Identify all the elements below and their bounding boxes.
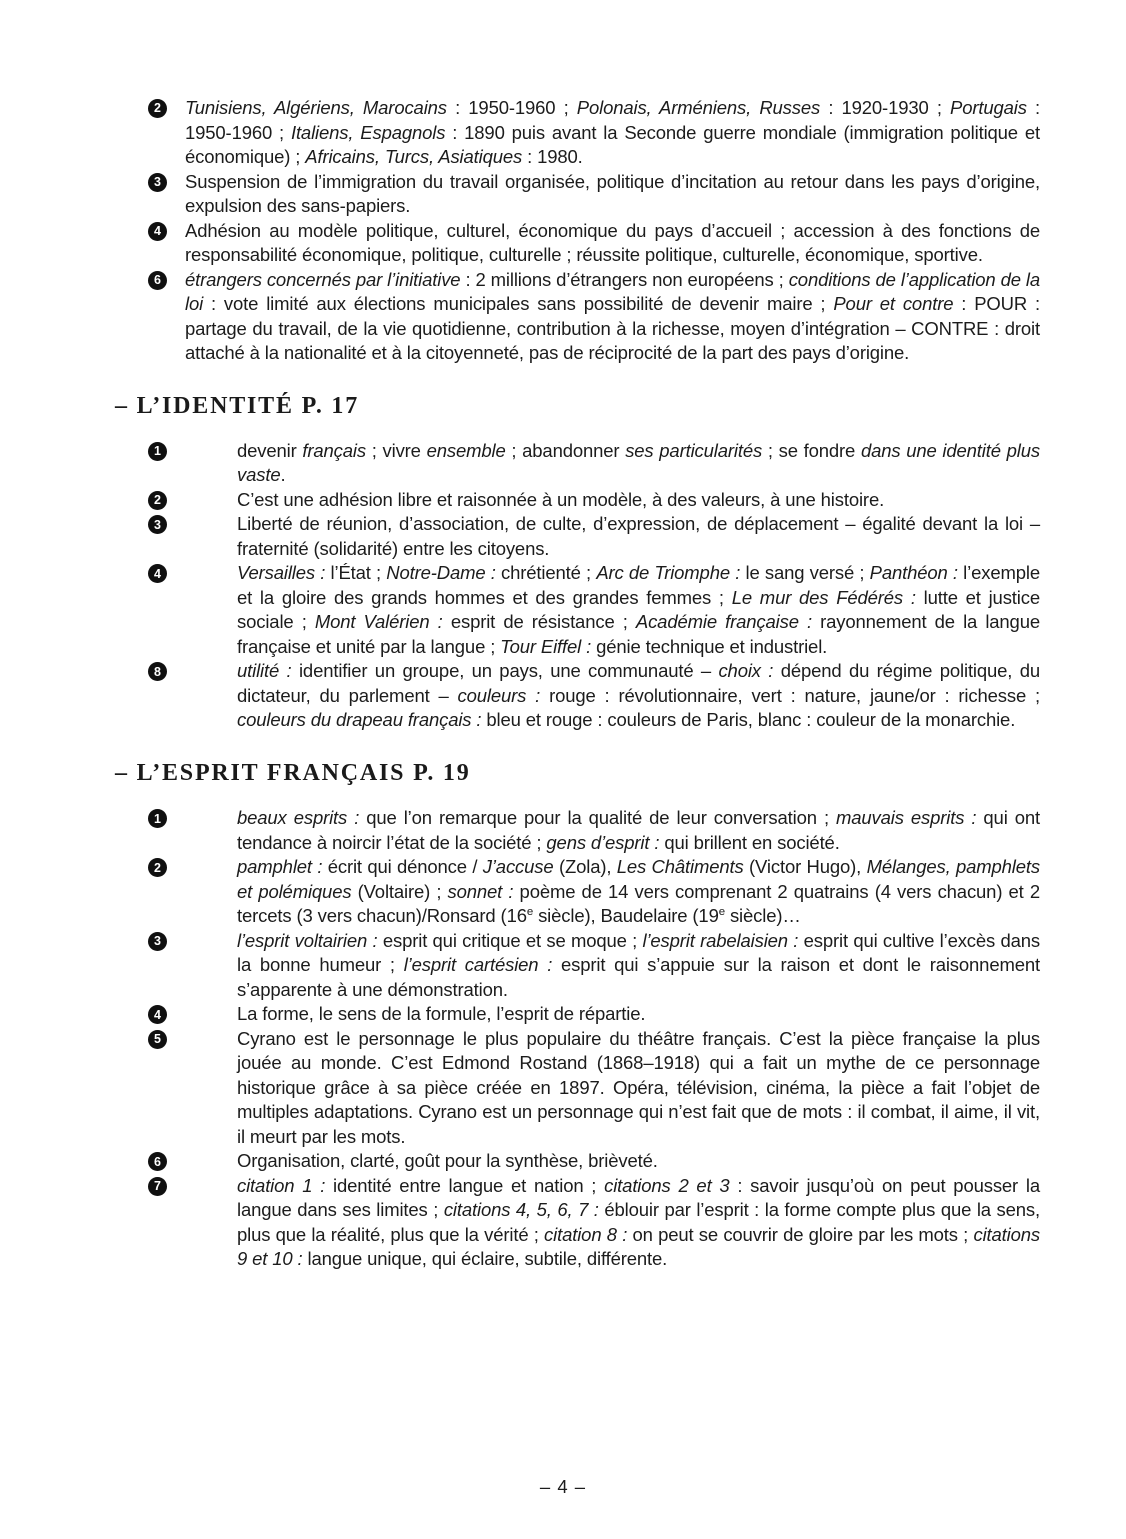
list-item xyxy=(115,219,1040,268)
list-item xyxy=(115,1002,1040,1027)
text-segment: écrit qui dénonce / xyxy=(322,856,483,878)
item-number-badge: 2 xyxy=(148,99,167,118)
text-segment: dans une identité plus vaste xyxy=(237,439,1040,486)
item-text xyxy=(185,269,1040,364)
text-segment: mauvais esprits : xyxy=(835,807,977,829)
text-segment: couleurs du drapeau français : xyxy=(237,709,482,731)
text-segment: l’esprit rabelaisien : xyxy=(642,929,799,951)
text-segment: : 1920-1930 ; xyxy=(820,97,951,118)
item-text xyxy=(237,440,1040,486)
list-item xyxy=(115,561,1040,659)
text-segment: Académie française : xyxy=(635,611,812,633)
section xyxy=(115,760,1040,1272)
text-segment: : 1950-1960 ; xyxy=(185,97,1041,143)
text-segment: : 1890 puis avant la Seconde guerre mondiale (immigration politique et économique) ; xyxy=(185,121,1040,167)
text-segment: identité entre langue et nation ; xyxy=(325,1174,605,1196)
text-segment: Versailles : xyxy=(237,562,326,584)
list-item xyxy=(115,806,1040,855)
text-segment: l’État ; xyxy=(325,562,387,584)
list-item xyxy=(115,439,1040,488)
answer-list xyxy=(115,806,1040,1272)
item-number-badge: 3 xyxy=(148,932,167,951)
text-segment: esprit qui s’appuie sur la raison et dont le raisonnement s’apparente à une démonstration. xyxy=(237,954,1040,1000)
text-segment: Italiens, Espagnols xyxy=(290,121,446,143)
text-segment: : vote limité aux élections municipales sans possibilité de devenir maire ; xyxy=(203,293,834,314)
text-segment: beaux esprits : xyxy=(237,807,360,829)
text-segment: siècle), Baudelaire (19 xyxy=(533,905,719,927)
section-heading: – L’IDENTITÉ P. 17 xyxy=(115,392,360,419)
text-segment: langue unique, qui éclaire, subtile, différente. xyxy=(302,1248,668,1270)
text-segment: gens d’esprit : xyxy=(546,831,660,853)
text-segment: Arc de Triomphe : xyxy=(596,562,741,584)
text-segment: chrétienté ; xyxy=(495,562,597,584)
document-content xyxy=(115,96,1040,1272)
item-text xyxy=(237,660,1040,730)
item-number-badge: 2 xyxy=(148,858,167,877)
text-segment: Le mur des Fédérés : xyxy=(731,586,916,608)
text-segment: sonnet : xyxy=(447,880,514,902)
text-segment: Panthéon : xyxy=(869,562,958,584)
item-number-badge: 2 xyxy=(148,491,167,510)
item-number-badge: 7 xyxy=(148,1177,167,1196)
text-segment: que l’on remarque pour la qualité de leur conversation ; xyxy=(359,807,836,829)
text-segment: citations 2 et 3 xyxy=(604,1174,730,1196)
text-segment: Tour Eiffel : xyxy=(500,635,592,657)
text-segment: ; se fondre xyxy=(762,439,861,461)
text-segment: utilité : xyxy=(237,660,292,682)
text-segment: ses particularités xyxy=(625,439,763,461)
text-segment: étrangers concernés par l’initiative xyxy=(185,268,461,290)
text-segment: : 1980. xyxy=(522,146,583,167)
item-text xyxy=(237,856,1040,926)
text-segment: citations 4, 5, 6, 7 : xyxy=(443,1199,599,1221)
item-number-badge: 6 xyxy=(148,271,167,290)
list-item xyxy=(115,855,1040,929)
text-segment: choix : xyxy=(718,660,774,682)
item-number-badge: 3 xyxy=(148,515,167,534)
item-number-badge: 4 xyxy=(148,1005,167,1024)
page-number: – 4 – xyxy=(539,1476,587,1497)
section xyxy=(115,393,1040,733)
text-segment: siècle)… xyxy=(724,905,801,927)
text-segment: C’est une adhésion libre et raisonnée à un modèle, à des valeurs, à une histoire. xyxy=(237,488,885,510)
section-heading: – L’ESPRIT FRANÇAIS P. 19 xyxy=(115,759,471,786)
text-segment: Mont Valérien : xyxy=(314,611,443,633)
item-text xyxy=(237,562,1040,657)
text-segment: Mélanges, pamphlets et polémiques xyxy=(237,856,1040,902)
text-segment: Notre-Dame : xyxy=(386,562,496,584)
item-text xyxy=(237,1175,1040,1270)
item-text xyxy=(237,1150,658,1171)
text-segment: esprit qui cultive l’excès dans la bonne humeur ; xyxy=(237,929,1041,976)
item-text xyxy=(237,1003,645,1024)
answer-list xyxy=(115,96,1040,366)
item-number-badge: 4 xyxy=(148,564,167,583)
list-item xyxy=(115,512,1040,561)
text-segment: ensemble xyxy=(426,439,506,461)
text-segment: Cyrano est le personnage le plus populaire du théâtre français. C’est la pièce française la plus jouée au monde. C’est Edmond Rostand (1868–1918) qui a fait un mythe de ce personnage historique grâce à sa pièce créée en 1897. Opéra, télévision, cinéma, la pièce a fait l’objet de multiples adaptations. Cyrano est un personnage qui n’est fait que de mots : il combat, il aime, il vit, il meurt par les mots. xyxy=(237,1027,1040,1147)
text-segment: (Victor Hugo), xyxy=(743,856,867,878)
text-segment: : POUR : partage du travail, de la vie quotidienne, contribution à la richesse, moyen d’intégration – CONTRE : droit attaché à la nationalité et à la citoyenneté, pas de réciprocité de la part des pays d’origine. xyxy=(185,293,1040,363)
text-segment: devenir xyxy=(237,439,303,461)
text-segment: Liberté de réunion, d’association, de culte, d’expression, de déplacement – égalité devant la loi – fraternité (solidarité) entre les citoyens. xyxy=(237,513,1040,559)
text-segment: (Voltaire) ; xyxy=(351,880,448,902)
item-number-badge: 1 xyxy=(148,442,167,461)
list-item xyxy=(115,1174,1040,1272)
text-segment: Polonais, Arméniens, Russes xyxy=(576,97,821,118)
text-segment: bleu et rouge : couleurs de Paris, blanc : couleur de la monarchie. xyxy=(481,709,1016,731)
text-segment: Tunisiens, Algériens, Marocains xyxy=(185,97,447,118)
text-segment: Organisation, clarté, goût pour la synthèse, brièveté. xyxy=(237,1150,658,1172)
item-text xyxy=(237,807,1040,853)
text-segment: éblouir par l’esprit : la forme compte plus que la sens, plus que la réalité, plus que la vérité ; xyxy=(237,1199,1040,1245)
text-segment: . xyxy=(280,464,286,486)
text-segment: génie technique et industriel. xyxy=(591,635,828,657)
text-segment: J’accuse xyxy=(482,856,554,878)
text-segment: Pour et contre xyxy=(833,293,954,314)
item-number-badge: 6 xyxy=(148,1152,167,1171)
item-number-badge: 3 xyxy=(148,173,167,192)
text-segment: ; vivre xyxy=(365,439,427,461)
text-segment: : 1950-1960 ; xyxy=(446,97,577,118)
list-item xyxy=(115,488,1040,513)
item-text xyxy=(185,220,1040,266)
text-segment: esprit de résistance ; xyxy=(442,611,636,633)
list-item xyxy=(115,1027,1040,1150)
text-segment: l’esprit voltairien : xyxy=(237,929,378,951)
item-number-badge: 5 xyxy=(148,1030,167,1049)
text-segment: poème de 14 vers comprenant 2 quatrains (4 vers chacun) et 2 tercets (3 vers chacun)/Ronsard (16 xyxy=(237,880,1040,927)
list-item xyxy=(115,170,1040,219)
answer-list xyxy=(115,439,1040,733)
list-item xyxy=(115,268,1040,366)
text-segment: La forme, le sens de la formule, l’esprit de répartie. xyxy=(237,1003,646,1025)
text-segment: identifier un groupe, un pays, une communauté – xyxy=(291,660,719,682)
text-segment: rayonnement de la langue française et unité par la langue ; xyxy=(237,611,1040,657)
item-text xyxy=(185,171,1040,217)
text-segment: le sang versé ; xyxy=(740,562,870,584)
item-text xyxy=(185,97,1040,167)
list-item xyxy=(115,96,1040,170)
text-segment: qui ont tendance à noircir l’état de la société ; xyxy=(237,807,1040,853)
list-item xyxy=(115,929,1040,1003)
text-segment: : 2 millions d’étrangers non européens ; xyxy=(460,268,789,290)
text-segment: ; abandonner xyxy=(505,439,626,461)
text-segment: Les Châtiments xyxy=(616,856,744,878)
text-segment: citations 9 et 10 : xyxy=(237,1223,1040,1270)
item-number-badge: 8 xyxy=(148,662,167,681)
item-text xyxy=(237,513,1040,559)
text-segment: esprit qui critique et se moque ; xyxy=(377,929,643,951)
list-item xyxy=(115,1149,1040,1174)
text-segment: qui brillent en société. xyxy=(659,831,840,853)
text-segment: e xyxy=(718,906,725,919)
text-segment: on peut se couvrir de gloire par les mots ; xyxy=(627,1223,974,1245)
section xyxy=(115,96,1040,366)
item-text xyxy=(237,489,884,510)
text-segment: e xyxy=(526,906,534,919)
text-segment: Portugais xyxy=(950,97,1027,118)
text-segment: rouge : révolutionnaire, vert : nature, jaune/or : richesse ; xyxy=(540,684,1040,706)
item-text xyxy=(237,930,1040,1000)
text-segment: dépend du régime politique, du dictateur, du parlement – xyxy=(237,660,1040,706)
text-segment: Suspension de l’immigration du travail organisée, politique d’incitation au retour dans les pays d’origine, expulsion des sans-papiers. xyxy=(185,170,1040,216)
text-segment: lutte et justice sociale ; xyxy=(237,586,1040,633)
text-segment: Adhésion au modèle politique, culturel, économique du pays d’accueil ; accession à des fonctions de responsabilité économique, politique, culturelle ; réussite politique, culturelle, économique, sportive. xyxy=(185,219,1040,265)
list-item xyxy=(115,659,1040,733)
text-segment: Africains, Turcs, Asiatiques xyxy=(305,146,523,167)
text-segment: (Zola), xyxy=(553,856,617,878)
text-segment: citation 1 : xyxy=(237,1174,326,1196)
item-text xyxy=(237,1028,1040,1147)
text-segment: : savoir jusqu’où on peut pousser la langue dans ses limites ; xyxy=(237,1174,1040,1221)
item-number-badge: 4 xyxy=(148,222,167,241)
item-number-badge: 1 xyxy=(148,809,167,828)
text-segment: conditions de l’application de la loi xyxy=(185,268,1041,314)
text-segment: l’esprit cartésien : xyxy=(403,954,553,976)
text-segment: l’exemple et la gloire des grands hommes et des grandes femmes ; xyxy=(237,562,1040,608)
text-segment: pamphlet : xyxy=(237,856,323,878)
text-segment: citation 8 : xyxy=(544,1223,628,1245)
text-segment: français xyxy=(302,439,366,461)
text-segment: couleurs : xyxy=(457,684,541,706)
